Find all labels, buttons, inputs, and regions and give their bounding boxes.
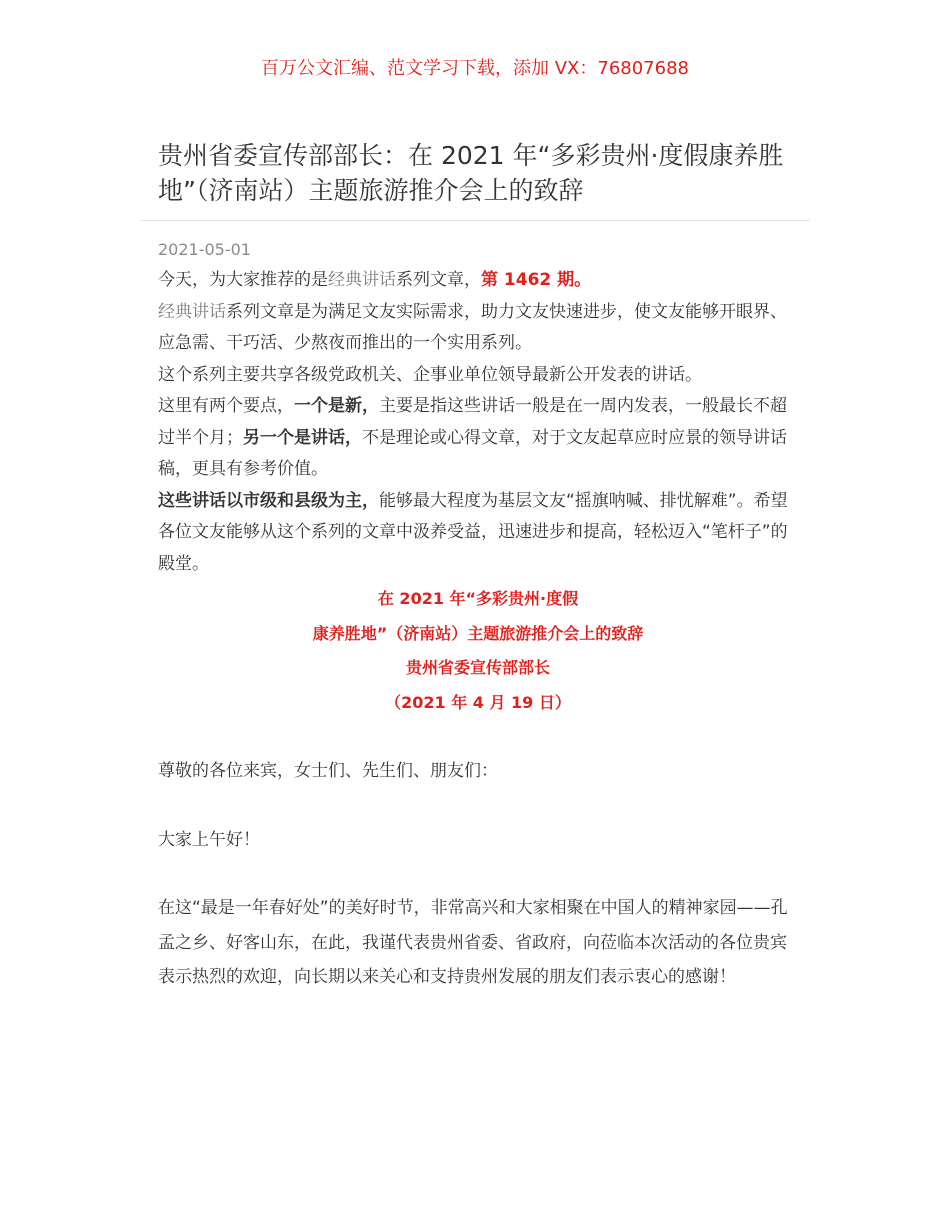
series-name: 经典讲话 (158, 301, 226, 322)
speech-date: （2021 年 4 月 19 日） (385, 692, 571, 712)
speech-title-line-2: 康养胜地”（济南站）主题旅游推介会上的致辞 (312, 623, 644, 643)
intro-paragraph-2 (158, 297, 798, 360)
intro-text: 能够最大程度为基层文友“摇旗呐喊、排忧解难”。希望各位文友能够从这个系列的文章中汲养受益，迅速进步和提高，轻松迈入“笔杆子”的殿堂。 (158, 490, 788, 574)
title-divider (140, 220, 810, 221)
speech-greeting: 大家上午好！ (158, 829, 260, 850)
speech-title-line-1: 在 2021 年“多彩贵州·度假 (377, 589, 579, 608)
intro-paragraph-5 (158, 486, 798, 581)
intro-paragraph-4 (158, 391, 798, 486)
key-point-new: 一个是新， (294, 396, 379, 416)
intro-text: 系列文章是为满足文友实际需求，助力文友快速进步，使文友能够开眼界、应急需、干巧活、少熬夜而推出的一个实用系列。 (158, 301, 787, 353)
issue-number: 第 1462 期。 (481, 270, 592, 290)
promo-banner: 百万公文汇编、范文学习下载，添加 VX：76807688 (261, 58, 689, 79)
speech-body (158, 720, 798, 995)
speech-salutation: 尊敬的各位来宾，女士们、先生们、朋友们： (158, 761, 498, 781)
publish-date: 2021-05-01 (158, 240, 251, 259)
key-point-level: 这些讲话以市级和县级为主， (158, 490, 379, 511)
intro-text: 系列文章， (396, 270, 481, 290)
speech-paragraph: 在这“最是一年春好处”的美好时节，非常高兴和大家相聚在中国人的精神家园——孔孟之乡、好客山东，在此，我谨代表贵州省委、省政府，向莅临本次活动的各位贵宾表示热烈的欢迎，向长期以来关心和支持贵州发展的朋友们表示衷心的感谢！ (158, 898, 788, 987)
intro-text: 不是理论或心得文章，对于文友起草应时应景的领导讲话稿，更具有参考价值。 (158, 427, 787, 479)
intro-text: 今天，为大家推荐的是 (158, 270, 328, 290)
intro-text: 这里有两个要点， (158, 396, 294, 416)
intro-paragraph-1 (158, 265, 798, 297)
series-name: 经典讲话 (328, 270, 396, 290)
intro-text: 主要是指这些讲话一般是在一周内发表，一般最长不超过半个月； (158, 396, 787, 448)
key-point-speech: 另一个是讲话， (243, 427, 362, 448)
article-body (158, 265, 798, 995)
speech-header (158, 582, 798, 720)
intro-paragraph-3: 这个系列主要共享各级党政机关、企事业单位领导最新公开发表的讲话。 (158, 364, 702, 385)
article-title: 贵州省委宣传部部长：在 2021 年“多彩贵州·度假康养胜地”（济南站）主题旅游推介会上的致辞 (158, 141, 784, 205)
speaker: 贵州省委宣传部部长 (405, 658, 550, 677)
